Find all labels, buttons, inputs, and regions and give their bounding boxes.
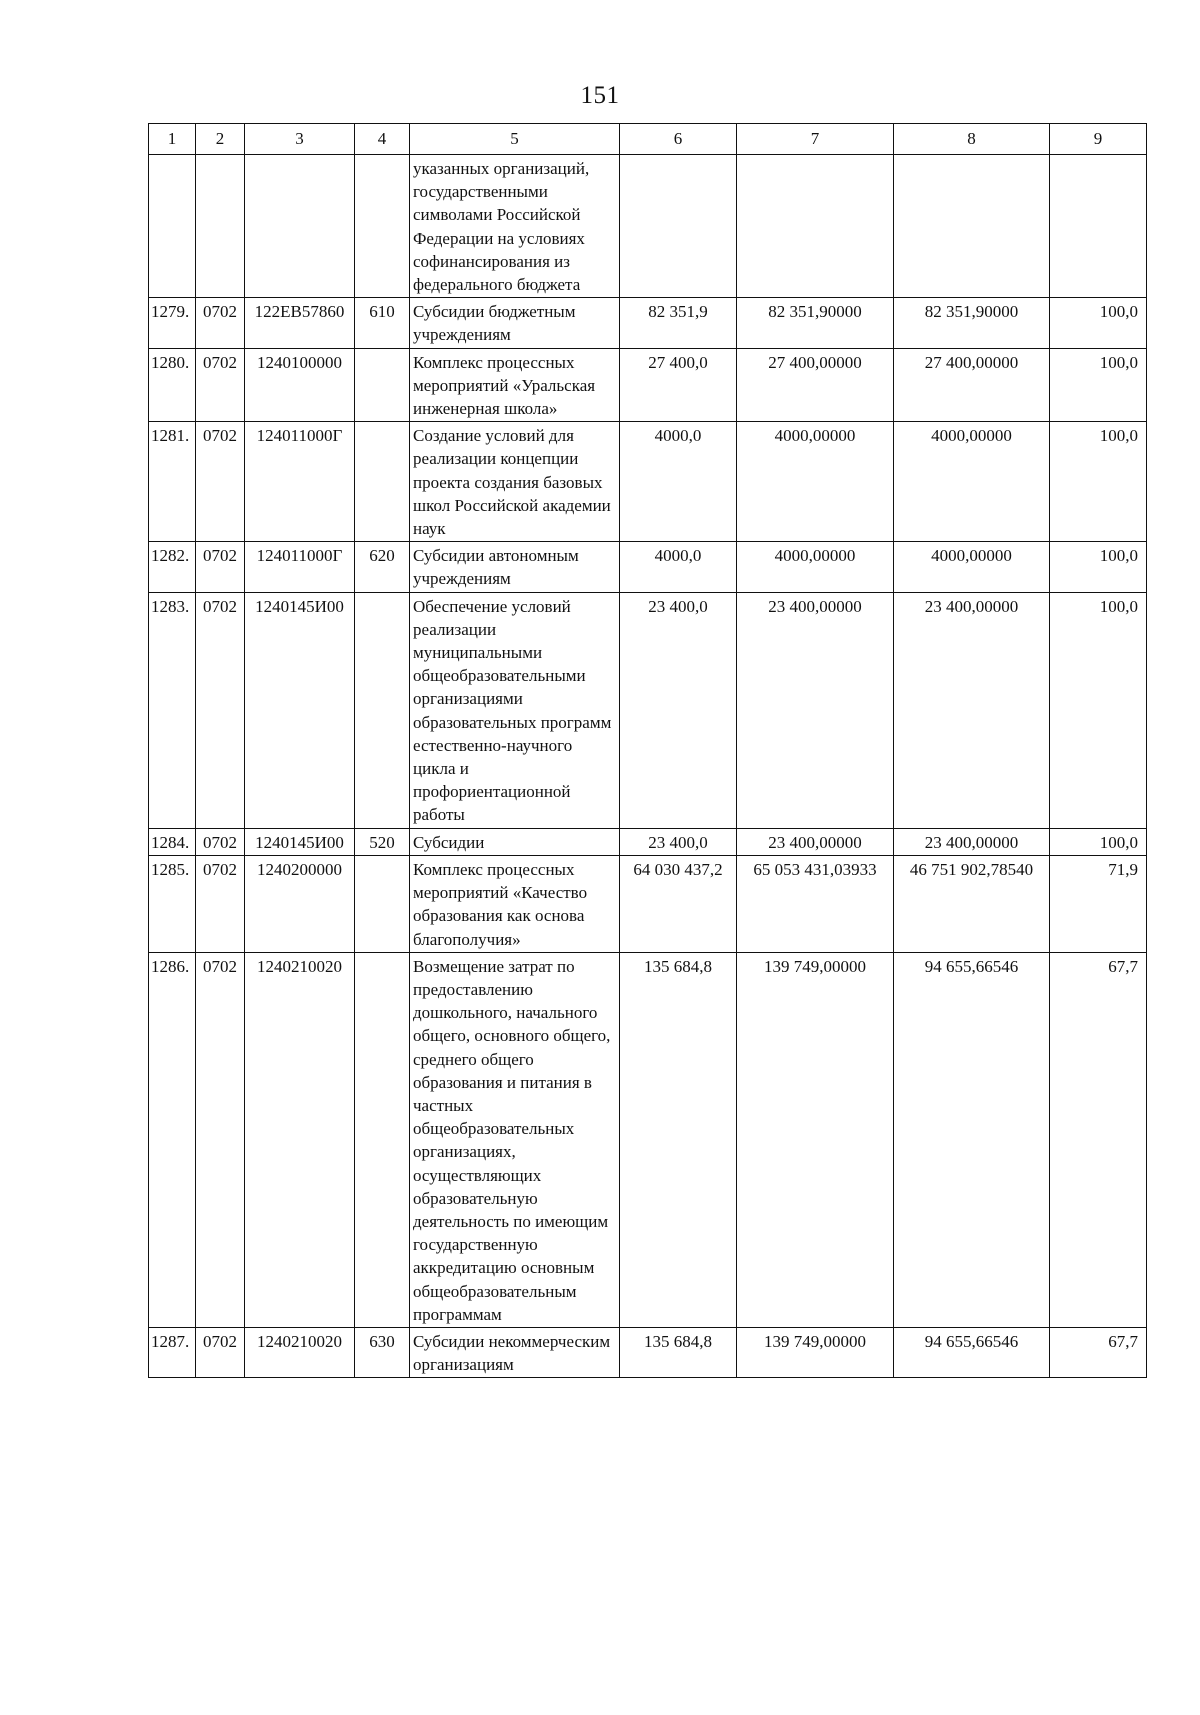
section-code: 0702 — [196, 592, 245, 828]
row-number: 1284. — [149, 828, 196, 855]
expense-type-code: 520 — [355, 828, 410, 855]
value-col-8 — [894, 155, 1050, 298]
value-col-9: 100,0 — [1050, 592, 1147, 828]
target-article-code — [245, 155, 355, 298]
value-col-6: 82 351,9 — [620, 298, 737, 348]
row-number: 1280. — [149, 348, 196, 422]
table-row — [149, 422, 1147, 542]
column-number-7: 7 — [737, 124, 894, 155]
column-number-2: 2 — [196, 124, 245, 155]
section-code: 0702 — [196, 542, 245, 592]
column-number-3: 3 — [245, 124, 355, 155]
target-article-code: 124011000Г — [245, 542, 355, 592]
value-col-9: 100,0 — [1050, 422, 1147, 542]
column-number-9: 9 — [1050, 124, 1147, 155]
expense-type-code: 610 — [355, 298, 410, 348]
value-col-9: 100,0 — [1050, 828, 1147, 855]
expense-type-code — [355, 155, 410, 298]
row-number: 1279. — [149, 298, 196, 348]
value-col-7: 65 053 431,03933 — [737, 855, 894, 952]
value-col-6: 135 684,8 — [620, 952, 737, 1327]
expense-type-code: 620 — [355, 542, 410, 592]
row-number: 1281. — [149, 422, 196, 542]
target-article-code: 124011000Г — [245, 422, 355, 542]
item-name: Субсидии бюджетным учреждениям — [410, 298, 620, 348]
value-col-9: 71,9 — [1050, 855, 1147, 952]
value-col-6: 135 684,8 — [620, 1327, 737, 1377]
target-article-code: 1240100000 — [245, 348, 355, 422]
row-number: 1285. — [149, 855, 196, 952]
value-col-7: 139 749,00000 — [737, 1327, 894, 1377]
expense-type-code: 630 — [355, 1327, 410, 1377]
table-row — [149, 592, 1147, 828]
value-col-9: 100,0 — [1050, 542, 1147, 592]
value-col-9: 67,7 — [1050, 1327, 1147, 1377]
value-col-8: 23 400,00000 — [894, 592, 1050, 828]
item-name: Субсидии автономным учреждениям — [410, 542, 620, 592]
table-row — [149, 155, 1147, 298]
value-col-9: 100,0 — [1050, 298, 1147, 348]
item-name: указанных организаций, государственными символами Российской Федерации на условиях софинансирования из федерального бюджета — [410, 155, 620, 298]
value-col-9: 67,7 — [1050, 952, 1147, 1327]
value-col-8: 46 751 902,78540 — [894, 855, 1050, 952]
value-col-7: 4000,00000 — [737, 542, 894, 592]
item-name: Обеспечение условий реализации муниципальными общеобразовательными организациями образовательных программ естественно-научного цикла и профориентационной работы — [410, 592, 620, 828]
column-number-1: 1 — [149, 124, 196, 155]
target-article-code: 1240200000 — [245, 855, 355, 952]
value-col-6: 23 400,0 — [620, 592, 737, 828]
section-code: 0702 — [196, 828, 245, 855]
value-col-7: 82 351,90000 — [737, 298, 894, 348]
value-col-7: 23 400,00000 — [737, 828, 894, 855]
table-row — [149, 952, 1147, 1327]
value-col-8: 82 351,90000 — [894, 298, 1050, 348]
row-number: 1286. — [149, 952, 196, 1327]
section-code: 0702 — [196, 855, 245, 952]
target-article-code: 1240210020 — [245, 952, 355, 1327]
column-number-5: 5 — [410, 124, 620, 155]
table-row — [149, 855, 1147, 952]
value-col-6: 4000,0 — [620, 542, 737, 592]
expense-type-code — [355, 422, 410, 542]
section-code: 0702 — [196, 952, 245, 1327]
budget-table — [148, 123, 1147, 1378]
row-number: 1283. — [149, 592, 196, 828]
column-number-row — [149, 124, 1147, 155]
expense-type-code — [355, 952, 410, 1327]
value-col-6 — [620, 155, 737, 298]
item-name: Комплекс процессных мероприятий «Уральская инженерная школа» — [410, 348, 620, 422]
expense-type-code — [355, 348, 410, 422]
column-number-8: 8 — [894, 124, 1050, 155]
target-article-code: 1240145И00 — [245, 592, 355, 828]
section-code: 0702 — [196, 348, 245, 422]
value-col-8: 94 655,66546 — [894, 1327, 1050, 1377]
value-col-6: 64 030 437,2 — [620, 855, 737, 952]
item-name: Субсидии — [410, 828, 620, 855]
section-code: 0702 — [196, 298, 245, 348]
value-col-7: 139 749,00000 — [737, 952, 894, 1327]
value-col-9: 100,0 — [1050, 348, 1147, 422]
value-col-6: 4000,0 — [620, 422, 737, 542]
item-name: Возмещение затрат по предоставлению дошкольного, начального общего, основного общего, среднего общего образования и питания в частных общеобразовательных организациях, осуществляющих образовательную деятельность по имеющим государственную аккредитацию основным общеобразовательным программам — [410, 952, 620, 1327]
value-col-7: 23 400,00000 — [737, 592, 894, 828]
section-code: 0702 — [196, 422, 245, 542]
value-col-6: 27 400,0 — [620, 348, 737, 422]
value-col-8: 94 655,66546 — [894, 952, 1050, 1327]
value-col-8: 4000,00000 — [894, 542, 1050, 592]
item-name: Комплекс процессных мероприятий «Качество образования как основа благополучия» — [410, 855, 620, 952]
value-col-6: 23 400,0 — [620, 828, 737, 855]
row-number — [149, 155, 196, 298]
table-row — [149, 298, 1147, 348]
value-col-7: 27 400,00000 — [737, 348, 894, 422]
table-row — [149, 1327, 1147, 1377]
column-number-4: 4 — [355, 124, 410, 155]
value-col-7: 4000,00000 — [737, 422, 894, 542]
item-name: Субсидии некоммерческим организациям — [410, 1327, 620, 1377]
item-name: Создание условий для реализации концепции проекта создания базовых школ Российской академии наук — [410, 422, 620, 542]
page-number: 151 — [580, 82, 620, 109]
section-code — [196, 155, 245, 298]
value-col-7 — [737, 155, 894, 298]
value-col-8: 27 400,00000 — [894, 348, 1050, 422]
column-number-6: 6 — [620, 124, 737, 155]
target-article-code: 1240145И00 — [245, 828, 355, 855]
section-code: 0702 — [196, 1327, 245, 1377]
table-row — [149, 828, 1147, 855]
row-number: 1287. — [149, 1327, 196, 1377]
value-col-9 — [1050, 155, 1147, 298]
target-article-code: 1240210020 — [245, 1327, 355, 1377]
expense-type-code — [355, 855, 410, 952]
value-col-8: 4000,00000 — [894, 422, 1050, 542]
table-row — [149, 542, 1147, 592]
expense-type-code — [355, 592, 410, 828]
row-number: 1282. — [149, 542, 196, 592]
target-article-code: 122ЕВ57860 — [245, 298, 355, 348]
value-col-8: 23 400,00000 — [894, 828, 1050, 855]
table-row — [149, 348, 1147, 422]
